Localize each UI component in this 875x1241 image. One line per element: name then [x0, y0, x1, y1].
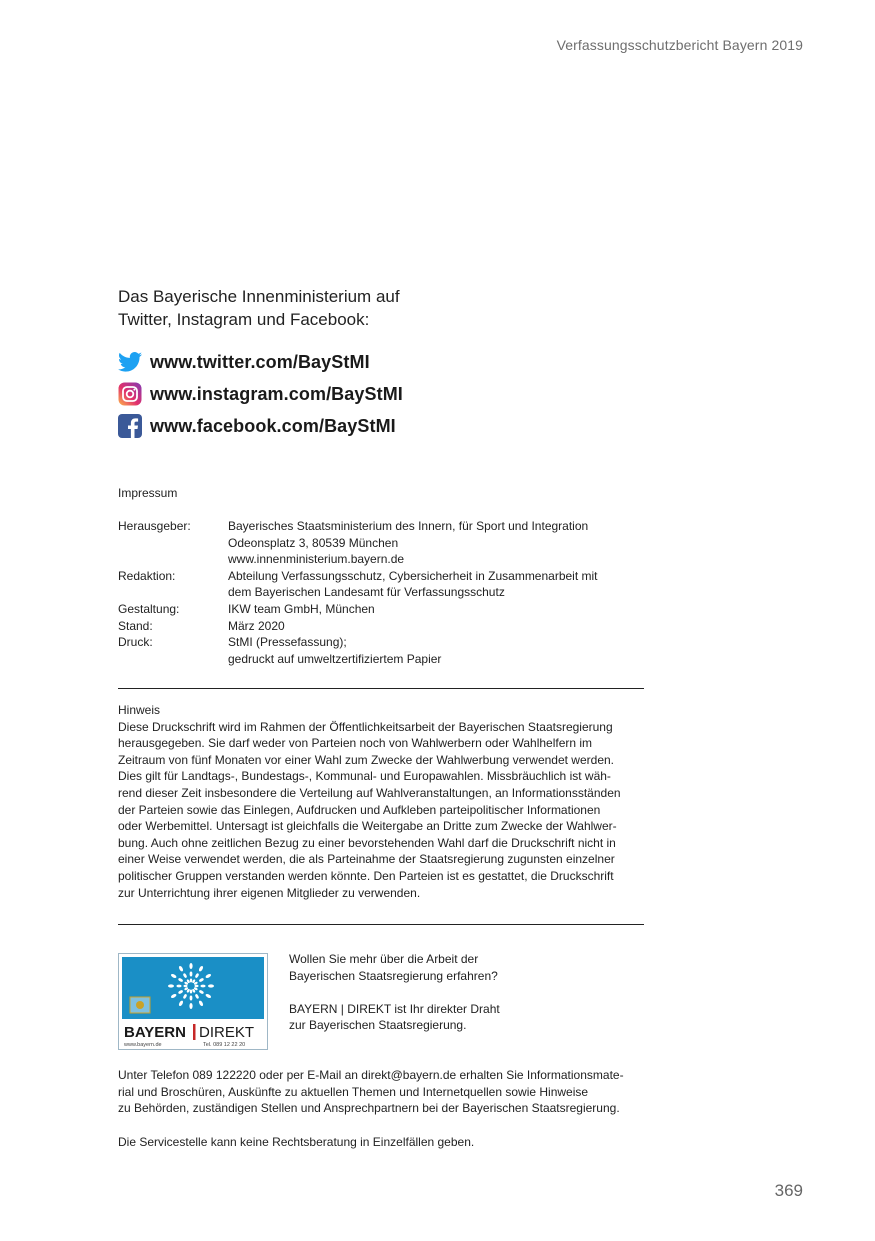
facebook-icon	[118, 414, 142, 438]
social-row-facebook	[118, 410, 403, 442]
hinweis-line: Dies gilt für Landtags-, Bundestags-, Kommunal- und Europawahlen. Missbräuchlich ist wäh-	[118, 769, 611, 784]
hinweis-heading: Hinweis	[118, 703, 161, 717]
divider	[118, 924, 644, 925]
impressum-line: gedruckt auf umweltzertifiziertem Papier	[228, 651, 442, 666]
hinweis-line: bung. Auch ohne zeitlichen Bezug zu einer bevorstehenden Wahl darf die Druckschrift nicht in	[118, 835, 616, 850]
hinweis-line: einer Weise verwendet werden, die als Parteinahme der Staatsregierung zugunsten einzelner	[118, 852, 615, 867]
impressum-line: März 2020	[228, 618, 285, 633]
social-links	[118, 346, 403, 442]
contact-paragraph	[118, 1067, 653, 1117]
logo-web: www.bayern.de	[124, 1042, 162, 1048]
social-intro	[118, 285, 538, 331]
hinweis-line: der Parteien sowie das Einlegen, Aufdrucken und Aufkleben parteipolitischer Informationen	[118, 802, 601, 817]
hinweis-line: Zeitraum von fünf Monaten vor einer Wahl zum Zwecke der Wahlwerbung verwendet werden.	[118, 752, 615, 767]
running-header: Verfassungsschutzbericht Bayern 2019	[556, 37, 803, 53]
impressum-row	[118, 601, 598, 618]
contact-line: rial und Broschüren, Auskünfte zu aktuellen Themen und Internetquellen sowie Hinweise	[118, 1084, 589, 1099]
impressum-key: Gestaltung:	[118, 601, 180, 616]
impressum-line: StMI (Pressefassung);	[228, 635, 347, 650]
contact-line: zu Behörden, zuständigen Stellen und Ansprechpartnern bei der Bayerischen Staatsregierung.	[118, 1101, 620, 1116]
bayern-direkt-text	[289, 951, 549, 1034]
hinweis-line: politischer Gruppen verstanden werden könnte. Den Parteien ist es gestattet, die Druckschrift	[118, 868, 614, 883]
page-number: 369	[774, 1181, 803, 1200]
impressum-value	[228, 568, 598, 601]
impressum-key: Stand:	[118, 618, 153, 633]
impressum-heading: Impressum	[118, 486, 178, 500]
hinweis-line: Diese Druckschrift wird im Rahmen der Öffentlichkeitsarbeit der Bayerischen Staatsregierung	[118, 719, 613, 734]
social-row-instagram	[118, 378, 403, 410]
contact-line: Unter Telefon 089 122220 oder per E-Mail an direkt@bayern.de erhalten Sie Informationsmate-	[118, 1068, 624, 1082]
impressum-key: Herausgeber:	[118, 519, 191, 533]
bayern-direkt-logo	[118, 953, 268, 1050]
hinweis-line: zur Unterrichtung ihrer eigenen Mitglieder zu verwenden.	[118, 885, 421, 900]
bd-answer-line: BAYERN | DIREKT ist Ihr direkter Draht	[289, 1001, 500, 1016]
impressum-key: Redaktion:	[118, 568, 176, 583]
intro-line: Twitter, Instagram und Facebook:	[118, 310, 370, 329]
impressum-value	[228, 601, 598, 618]
impressum-row	[118, 618, 598, 635]
impressum-table	[118, 518, 598, 667]
impressum-row	[118, 634, 598, 667]
impressum-line: Odeonsplatz 3, 80539 München	[228, 535, 399, 550]
impressum-value	[228, 634, 598, 667]
hinweis-line: herausgegeben. Sie darf weder von Parteien noch von Wahlwerbern oder Wahlhelfern im	[118, 736, 593, 751]
logo-tel: Tel. 089 12 22 20	[203, 1042, 246, 1048]
logo-word-bayern: BAYERN	[124, 1024, 186, 1041]
divider	[118, 688, 644, 689]
logo-word-direkt: DIREKT	[199, 1024, 255, 1041]
social-row-twitter	[118, 346, 403, 378]
hinweis-line: rend dieser Zeit insbesondere die Verteilung auf Wahlveranstaltungen, an Informationsständen	[118, 785, 621, 800]
hinweis-line: oder Werbemittel. Untersagt ist gleichfalls die Weitergabe an Dritte zum Zwecke der Wahlwer-	[118, 819, 617, 834]
impressum-row	[118, 518, 598, 568]
instagram-icon	[118, 382, 142, 406]
impressum-line: Bayerisches Staatsministerium des Innern, für Sport und Integration	[228, 519, 589, 533]
impressum-row	[118, 568, 598, 601]
facebook-link[interactable]: www.facebook.com/BayStMI	[150, 415, 396, 436]
impressum-value	[228, 518, 598, 568]
impressum-value	[228, 618, 598, 635]
intro-line: Das Bayerische Innenministerium auf	[118, 287, 400, 306]
twitter-icon	[118, 350, 142, 374]
impressum-line: IKW team GmbH, München	[228, 601, 375, 616]
instagram-link[interactable]: www.instagram.com/BayStMI	[150, 383, 403, 404]
bd-question-line: Wollen Sie mehr über die Arbeit der	[289, 952, 479, 966]
impressum-line: www.innenministerium.bayern.de	[228, 552, 405, 567]
impressum-line: dem Bayerischen Landesamt für Verfassungsschutz	[228, 585, 505, 600]
bd-question-line: Bayerischen Staatsregierung erfahren?	[289, 968, 498, 983]
impressum-line: Abteilung Verfassungsschutz, Cybersicherheit in Zusammenarbeit mit	[228, 568, 598, 583]
impressum-key: Druck:	[118, 635, 153, 650]
hinweis-block	[118, 702, 648, 901]
twitter-link[interactable]: www.twitter.com/BayStMI	[150, 351, 370, 372]
bd-answer-line: zur Bayerischen Staatsregierung.	[289, 1018, 467, 1033]
service-note: Die Servicestelle kann keine Rechtsberatung in Einzelfällen geben.	[118, 1135, 475, 1149]
